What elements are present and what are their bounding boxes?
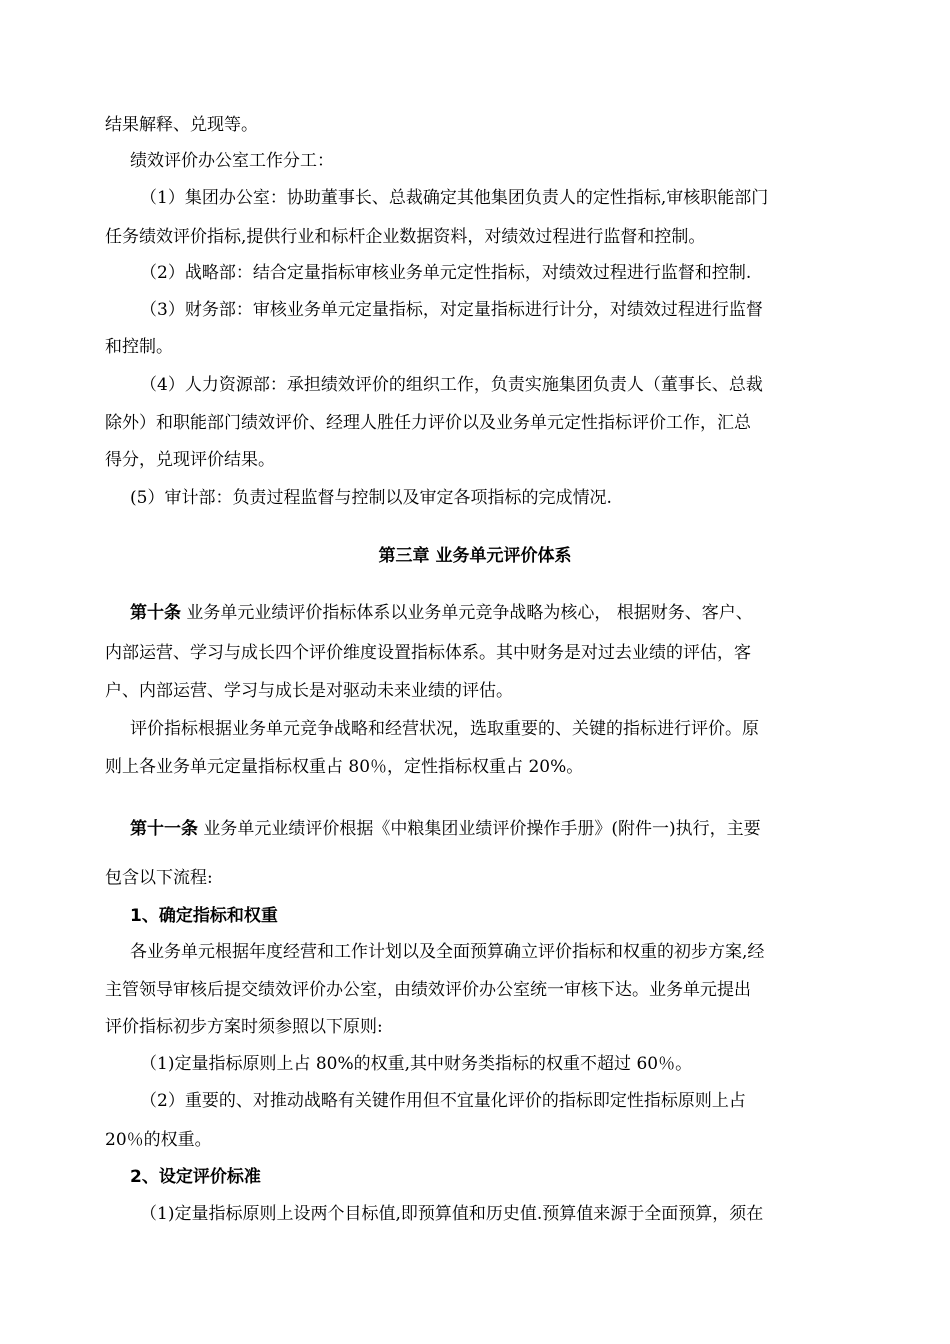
text-line: 内部运营、学习与成长四个评价维度设置指标体系。其中财务是对过去业绩的评估，客 bbox=[105, 643, 751, 663]
text-line: 和控制。 bbox=[105, 337, 173, 357]
text-line: 绩效评价办公室工作分工： bbox=[130, 151, 334, 171]
section-title: 1、确定指标和权重 bbox=[130, 906, 278, 926]
text-line: 户、内部运营、学习与成长是对驱动未来业绩的评估。 bbox=[105, 681, 513, 701]
text-line: 评价指标初步方案时须参照以下原则: bbox=[105, 1017, 383, 1037]
text-line: （1)定量指标原则上占 80%的权重,其中财务类指标的权重不超过 60％。 bbox=[140, 1054, 693, 1074]
text-line: 业务单元业绩评价根据《中粮集团业绩评价操作手册》(附件一)执行，主要 bbox=[198, 819, 761, 839]
article-10-line bbox=[130, 601, 753, 625]
text-line: 业务单元业绩评价指标体系以业务单元竞争战略为核心， 根据财务、客户、 bbox=[181, 603, 753, 623]
text-line: （2）战略部：结合定量指标审核业务单元定性指标，对绩效过程进行监督和控制. bbox=[140, 263, 752, 283]
text-line: (5）审计部：负责过程监督与控制以及审定各项指标的完成情况. bbox=[130, 488, 612, 508]
article-label: 第十一条 bbox=[130, 819, 198, 839]
text-line: 结果解释、兑现等。 bbox=[105, 115, 258, 135]
chapter-title: 第三章 业务单元评价体系 bbox=[378, 546, 572, 566]
text-line: 任务绩效评价指标,提供行业和标杆企业数据资料，对绩效过程进行监督和控制。 bbox=[105, 227, 706, 247]
text-line: （4）人力资源部：承担绩效评价的组织工作，负责实施集团负责人（董事长、总裁 bbox=[140, 375, 763, 395]
text-line: 各业务单元根据年度经营和工作计划以及全面预算确立评价指标和权重的初步方案,经 bbox=[130, 942, 765, 962]
text-line: 主管领导审核后提交绩效评价办公室，由绩效评价办公室统一审核下达。业务单元提出 bbox=[105, 980, 751, 1000]
text-line: 除外）和职能部门绩效评价、经理人胜任力评价以及业务单元定性指标评价工作，汇总 bbox=[105, 413, 751, 433]
text-line: 评价指标根据业务单元竞争战略和经营状况，选取重要的、关键的指标进行评价。原 bbox=[130, 719, 759, 739]
text-line: （2）重要的、对推动战略有关键作用但不宜量化评价的指标即定性指标原则上占 bbox=[140, 1091, 746, 1111]
text-line: （1)定量指标原则上设两个目标值,即预算值和历史值.预算值来源于全面预算，须在 bbox=[140, 1204, 764, 1224]
text-line: 则上各业务单元定量指标权重占 80％，定性指标权重占 20%。 bbox=[105, 757, 584, 777]
text-line: 20％的权重。 bbox=[105, 1130, 212, 1150]
section-title: 2、设定评价标准 bbox=[130, 1167, 261, 1187]
article-11-line bbox=[130, 817, 761, 841]
text-line: 包含以下流程: bbox=[105, 868, 213, 888]
text-line: （1）集团办公室：协助董事长、总裁确定其他集团负责人的定性指标,审核职能部门 bbox=[140, 188, 769, 208]
text-line: 得分，兑现评价结果。 bbox=[105, 450, 275, 470]
text-line: （3）财务部：审核业务单元定量指标，对定量指标进行计分，对绩效过程进行监督 bbox=[140, 300, 763, 320]
article-label: 第十条 bbox=[130, 603, 181, 623]
